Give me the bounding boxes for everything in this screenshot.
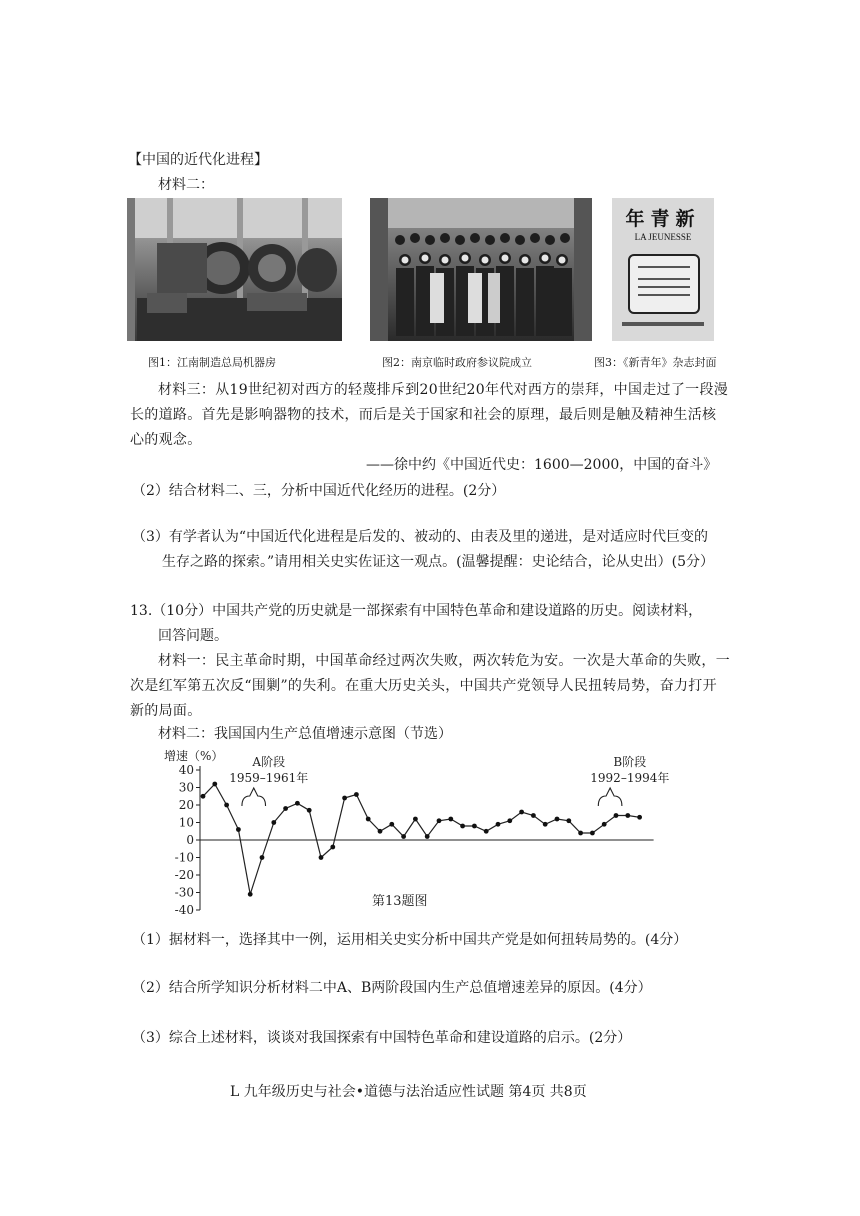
question-13-2: （2）结合所学知识分析材料二中A、B两阶段国内生产总值增速差异的原因。(4分） [132,980,652,996]
machine-room-illustration [127,198,342,341]
cover-subtitle: LA JEUNESSE [634,232,692,242]
annotation-label: A阶段 [252,755,286,769]
data-point [260,855,265,860]
y-tick-label: 0 [186,833,194,847]
question-13-1: （1）据材料一，选择其中一例，运用相关史实分析中国共产党是如何扭转局势的。(4分） [132,932,688,948]
material3-source: ——徐中约《中国近代史：1600—2000，中国的奋斗》 [366,457,718,473]
data-point [543,822,548,827]
data-point [637,815,642,820]
data-point [448,817,453,822]
data-point [378,829,383,834]
y-tick-label: 40 [178,763,194,777]
question-12-3-line1: （3）有学者认为“中国近代化进程是后发的、被动的、由表及里的递进，是对适应时代巨变的 [132,529,709,545]
chart-caption: 第13题图 [372,894,428,909]
y-tick-label: -10 [174,850,194,865]
y-tick-label: -40 [174,903,194,917]
question-13-material2-title: 材料二：我国国内生产总值增速示意图（节选） [158,726,452,742]
y-tick-label: 10 [178,815,194,830]
figure-jiangnan-arsenal-photo [127,198,342,341]
data-point [472,824,477,829]
data-point [507,818,512,823]
data-point [602,822,607,827]
data-point [484,829,489,834]
data-point [271,820,276,825]
data-point [578,831,583,836]
question-13-3: （3）综合上述材料，谈谈对我国探索有中国特色革命和建设道路的启示。(2分） [132,1030,632,1046]
data-point [460,824,465,829]
question-12-2: （2）结合材料二、三，分析中国近代化经历的进程。(2分） [132,483,506,499]
data-point [330,845,335,850]
figure3-caption: 图3：《新青年》杂志封面 [594,356,717,369]
data-point [625,813,630,818]
data-point [283,806,288,811]
data-point [531,813,536,818]
y-axis-label: 增速（%） [164,749,224,763]
annotation-brace [598,788,622,806]
annotation-range: 1959–1961年 [229,771,309,785]
data-point [413,817,418,822]
material2-label: 材料二： [158,177,214,193]
data-point [295,801,300,806]
figure-nanjing-senate-photo [370,198,592,341]
annotation-range: 1992–1994年 [590,771,670,785]
cover-title: 年青新 [625,208,701,230]
cover-emblem [628,254,700,314]
data-point [354,792,359,797]
y-tick-label: 30 [178,780,194,795]
data-point [236,827,241,832]
data-point [307,808,312,813]
question-13-stem-line1: 13.（10分）中国共产党的历史就是一部探索有中国特色革命和建设道路的历史。阅读材料， [130,603,703,619]
data-point [201,794,206,799]
page-footer: L 九年级历史与社会•道德与法治适应性试题 第4页 共8页 [230,1084,587,1100]
data-point [566,818,571,823]
data-point [224,803,229,808]
data-point [342,796,347,801]
material3-text: 材料三：从19世纪初对西方的轻蔑排斥到20世纪20年代对西方的崇拜，中国走过了一段漫长的道路。首先是影响器物的技术，而后是关于国家和社会的原理，最后则是触及精神生活核心的观念。 [130,382,729,448]
data-point [519,810,524,815]
data-point [590,831,595,836]
data-point [248,892,253,897]
data-point [496,822,501,827]
annotation-label: B阶段 [613,755,647,769]
figure1-caption: 图1：江南制造总局机器房 [148,356,276,369]
question-12-3-line2: 生存之路的探索。”请用相关史实佐证这一观点。(温馨提醒：史论结合，论从史出）(5分） [162,554,714,570]
data-point [555,817,560,822]
gdp-growth-chart [160,744,680,919]
data-point [212,782,217,787]
section-title: 【中国的近代化进程】 [128,152,268,168]
y-tick-label: -30 [174,885,194,900]
data-point [425,834,430,839]
figure2-caption: 图2：南京临时政府参议院成立 [382,356,532,369]
y-tick-label: 20 [178,798,194,812]
group-photo-illustration [370,198,592,341]
annotation-brace [242,788,266,806]
question-13-stem-line2: 回答问题。 [158,628,228,644]
data-point [401,834,406,839]
data-point [319,855,324,860]
figure-new-youth-cover [612,198,714,341]
y-tick-label: -20 [174,868,194,882]
question-13-material1: 材料一：民主革命时期，中国革命经过两次失败，两次转危为安。一次是大革命的失败，一次是红军第五次反“围剿”的失利。在重大历史关头，中国共产党领导人民扭转局势，奋力打开新的局面。 [130,653,730,719]
series-line [203,784,640,894]
data-point [366,817,371,822]
data-point [389,822,394,827]
data-point [614,813,619,818]
data-point [437,818,442,823]
